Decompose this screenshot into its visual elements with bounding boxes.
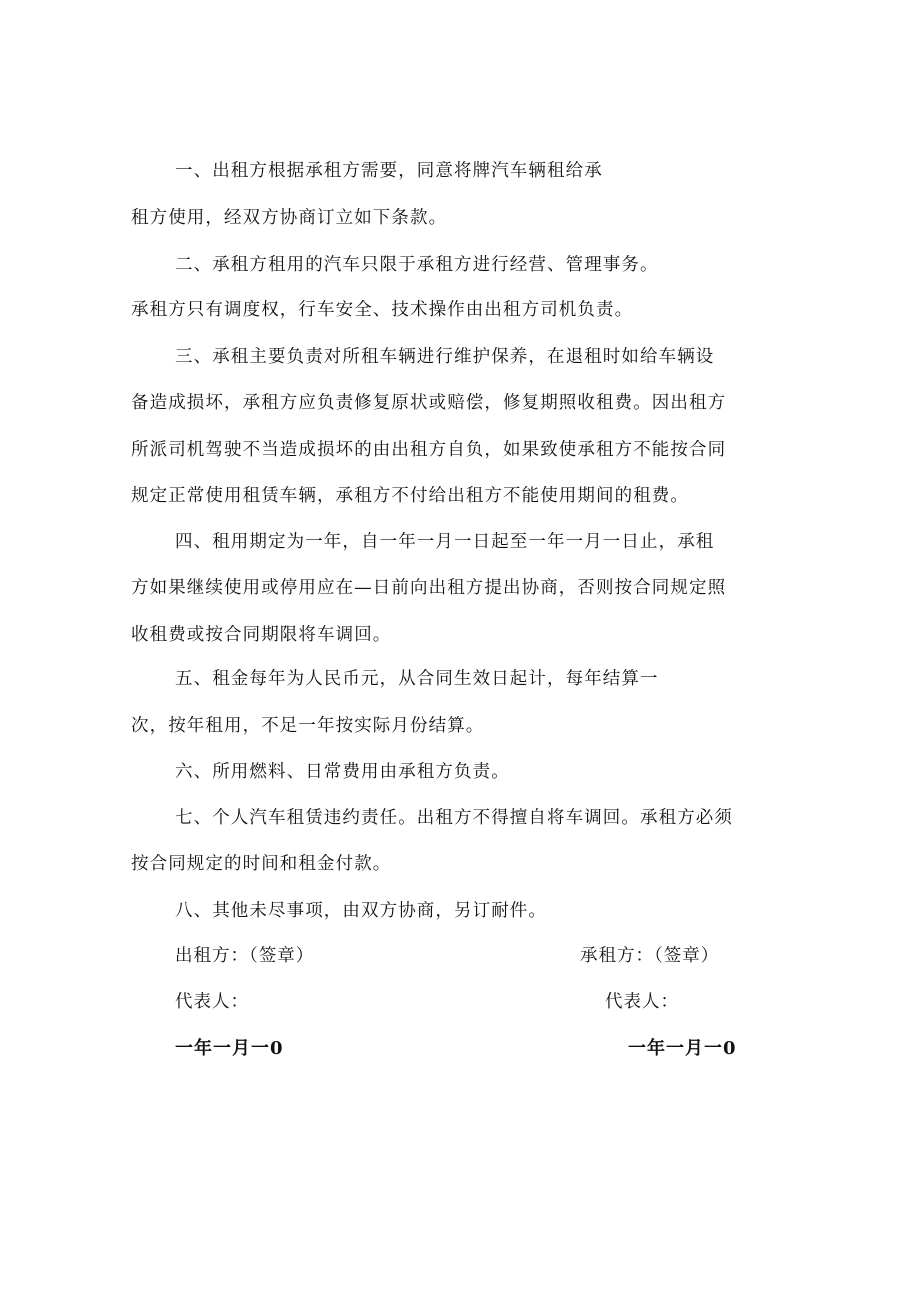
clause-4-line-1: 四、租用期定为一年，自一年一月一日起至一年一月一日止，承租 xyxy=(175,532,715,552)
clause-4-line-3: 收租费或按合同期限将车调回。 xyxy=(131,625,392,645)
lessee-signature-label: 承租方：（签章） xyxy=(580,946,720,966)
clause-5-line-2: 次，按年租用，不足一年按实际月份结算。 xyxy=(131,716,485,736)
lessor-representative-label: 代表人： xyxy=(175,992,249,1012)
clause-2-line-1: 二、承租方租用的汽车只限于承租方进行经营、管理事务。 xyxy=(175,255,659,275)
clause-3-line-1: 三、承租主要负责对所租车辆进行维护保养，在退租时如给车辆设 xyxy=(175,347,715,367)
clause-3-line-2: 备造成损坏，承租方应负责修复原状或赔偿，修复期照收租费。因出租方 xyxy=(131,393,727,413)
clause-3-line-3: 所派司机驾驶不当造成损坏的由出租方自负，如果致使承租方不能按合同 xyxy=(131,440,727,460)
clause-1-line-1: 一、出租方根据承租方需要，同意将牌汽车辆租给承 xyxy=(175,161,603,181)
lessor-signature-label: 出租方：（签章） xyxy=(175,946,315,966)
clause-2-line-2: 承租方只有调度权，行车安全、技术操作由出租方司机负责。 xyxy=(131,300,634,320)
lessee-representative-label: 代表人： xyxy=(605,992,679,1012)
clause-3-line-4: 规定正常使用租赁车辆，承租方不付给出租方不能使用期间的租费。 xyxy=(131,486,689,506)
lessee-date: 一年一月一0 xyxy=(628,1038,737,1059)
clause-1-line-2: 租方使用，经双方协商订立如下条款。 xyxy=(131,208,448,228)
clause-4-line-2: 方如果继续使用或停用应在—日前向出租方提出协商，否则按合同规定照 xyxy=(131,578,727,598)
clause-5-line-1: 五、租金每年为人民币元，从合同生效日起计，每年结算一 xyxy=(175,669,659,689)
clause-7-line-2: 按合同规定的时间和租金付款。 xyxy=(131,854,392,874)
clause-8-line-1: 八、其他未尽事项，由双方协商，另订耐件。 xyxy=(175,901,547,921)
clause-7-line-1: 七、个人汽车租赁违约责任。出租方不得擅自将车调回。承租方必须 xyxy=(175,808,733,828)
clause-6-line-1: 六、所用燃料、日常费用由承租方负责。 xyxy=(175,762,510,782)
lessor-date: 一年一月一0 xyxy=(175,1038,284,1059)
